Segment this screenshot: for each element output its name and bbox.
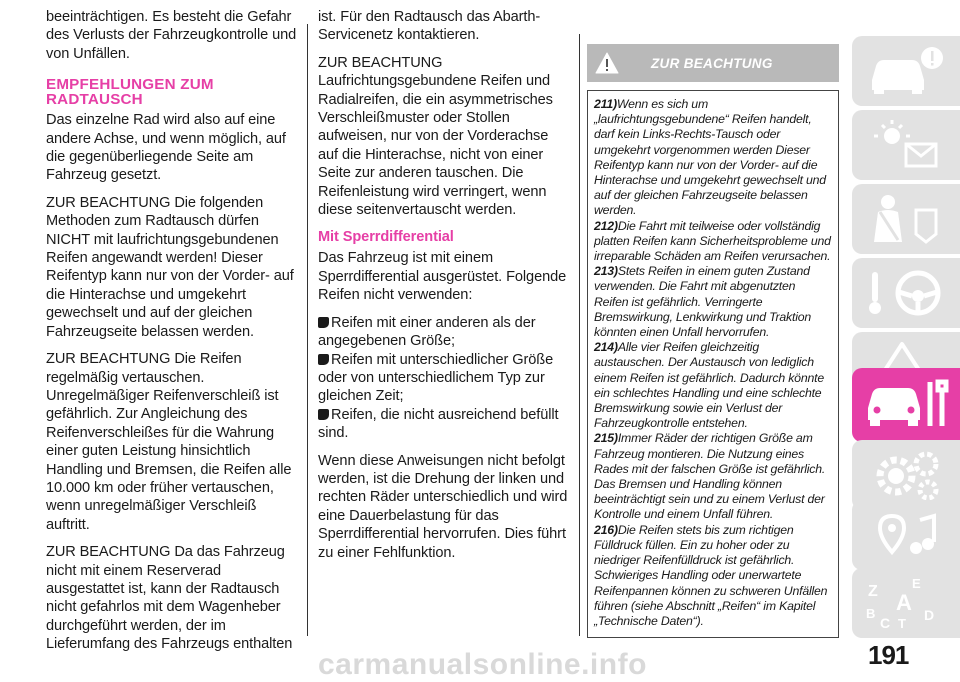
index-letter: C bbox=[880, 615, 891, 631]
warning-note: 213)Stets Reifen in einem guten Zustand verwenden. Die Fahrt mit abgenutzten Reifen ist gefährlich. Verringerte Bremswirkung, Lenkwirkung und Traktion könnten einen Unfall hervorrufen. bbox=[594, 264, 812, 340]
index-letter: E bbox=[912, 576, 921, 591]
bullet-icon bbox=[318, 317, 329, 328]
column-divider bbox=[579, 34, 580, 636]
index-letter: A bbox=[896, 590, 912, 615]
paragraph: ZUR BEACHTUNG Die folgenden Methoden zum Radtausch dürfen NICHT mit laufrichtungsgebundenen Reifen angewandt werden! Dieser Reifentyp kann nur von der Vorder- auf die Hinterachse und umgekehrt gewechselt und auf der gleichen Fahrzeugseite belassen werden. bbox=[46, 194, 294, 340]
index-letter: B bbox=[866, 606, 876, 621]
paragraph: ZUR BEACHTUNG Laufrichtungsgebundene Reifen und Radialreifen, die ein asymmetrisches Verschleißmuster oder Stollen aufweisen, nur von der Vorderachse auf die Hinterachse, nicht von einer Seite zur anderen tauschen. Die Reifenleistung wird verringert, wenn diese seitenvertauscht werden. bbox=[318, 54, 553, 219]
tab-car-info[interactable] bbox=[852, 36, 960, 106]
index-letter: D bbox=[924, 607, 935, 623]
index-letter: T bbox=[898, 616, 906, 631]
warning-light-icon bbox=[862, 116, 952, 174]
list-item: Reifen mit unterschiedlicher Größe oder von unterschiedlichem Typ zur gleichen Zeit; bbox=[318, 351, 554, 405]
warning-notes bbox=[594, 97, 832, 629]
column-divider bbox=[307, 24, 308, 636]
text-column-2 bbox=[318, 8, 570, 571]
list-item: Reifen, die nicht ausreichend befüllt sind. bbox=[318, 406, 559, 442]
warning-title: ZUR BEACHTUNG bbox=[651, 56, 773, 71]
list-item: Reifen mit einer anderen als der angegebenen Größe; bbox=[318, 314, 536, 350]
text-column-1 bbox=[46, 8, 298, 663]
subsection-heading: Mit Sperrdifferential bbox=[318, 229, 454, 246]
warning-triangle-icon bbox=[595, 52, 619, 74]
paragraph: Wenn diese Anweisungen nicht befolgt werden, ist die Drehung der linken und rechten Räder unterschiedlich und wird eine Dauerbelastung für das Sperrdifferential hervorrufen. Dies führt zu einer Fehlfunktion. bbox=[318, 452, 568, 561]
index-letter: Z bbox=[868, 583, 878, 600]
car-wrench-icon bbox=[862, 374, 952, 432]
warning-header bbox=[587, 44, 839, 82]
watermark: carmanualsonline.info bbox=[318, 648, 647, 681]
tab-index[interactable] bbox=[852, 568, 960, 638]
paragraph: Das Fahrzeug ist mit einem Sperrdifferential ausgerüstet. Folgende Reifen nicht verwenden: bbox=[318, 250, 567, 304]
section-heading: EMPFEHLUNGEN ZUM RADTAUSCH bbox=[46, 76, 214, 109]
paragraph: beeinträchtigen. Es besteht die Gefahr des Verlusts der Fahrzeugkontrolle und von Unfällen. bbox=[46, 9, 297, 62]
tab-multimedia[interactable] bbox=[852, 500, 960, 570]
warning-body bbox=[587, 90, 839, 638]
seatbelt-icon bbox=[862, 190, 952, 248]
warning-note: 215)Immer Räder der richtigen Größe am Fahrzeug montieren. Die Nutzung eines Rades mit der falschen Größe ist gefährlich. Das Bremsen und Handling können beeinträchtigt sein und zu einem Verlust der Kontrolle und einem Unfall führen. bbox=[594, 431, 826, 522]
warning-note: 214)Alle vier Reifen gleichzeitig austauschen. Der Austausch von lediglich einem Reifen ist gefährlich. Dadurch könnte ein schlechtes Handling und eine schlechte Bremswirkung sowie ein Verlust der Fahrzeugkontrolle entstehen. bbox=[594, 340, 824, 431]
warning-box bbox=[587, 44, 839, 638]
bullet-icon bbox=[318, 409, 329, 420]
tab-starting-driving[interactable] bbox=[852, 258, 960, 328]
paragraph: ist. Für den Radtausch das Abarth-Servicenetz kontaktieren. bbox=[318, 9, 541, 44]
paragraph: ZUR BEACHTUNG Da das Fahrzeug nicht mit einem Reserverad ausgestattet ist, kann der Radtausch nicht gefahrlos mit dem Wagenheber durchgeführt werden, der im Lieferumfang des Fahrzeugs enthalten bbox=[46, 544, 293, 653]
warning-note: 212)Die Fahrt mit teilweise oder vollständig platten Reifen kann Sicherheitsprobleme und irreparable Schäden am Reifen verursachen. bbox=[594, 218, 831, 264]
paragraph: ZUR BEACHTUNG Die Reifen regelmäßig vertauschen. Unregelmäßiger Reifenverschleiß ist gefährlich. Zur Angleichung des Reifenverschleißes für die Wahrung einer guten Leistung hinsichtlich Handling und Bremsen, die Reifen alle 10.000 km oder früher vertauschen, wenn unregelmäßiger Verschleiß auftritt. bbox=[46, 351, 292, 533]
page-number: 191 bbox=[868, 640, 909, 670]
bullet-list bbox=[318, 314, 570, 443]
tab-dashboard-lights[interactable] bbox=[852, 110, 960, 180]
paragraph: Das einzelne Rad wird also auf eine andere Achse, und wenn möglich, auf die gegenüberliegende Seite am Fahrzeug gesetzt. bbox=[46, 112, 286, 184]
car-info-icon bbox=[862, 42, 952, 100]
alphabet-index-icon bbox=[862, 574, 952, 632]
bullet-icon bbox=[318, 354, 329, 365]
tab-safety[interactable] bbox=[852, 184, 960, 254]
steering-wheel-icon bbox=[862, 264, 952, 322]
gears-icon bbox=[862, 446, 952, 504]
multimedia-icon bbox=[862, 506, 952, 564]
warning-note: 211)Wenn es sich um „laufrichtungsgebundene“ Reifen handelt, darf kein Links-Rechts-Tausch oder umgekehrt vorgenommen werden Dieser Reifentyp kann nur von der Vorder- auf die Hinterachse und umgekehrt gewechselt und auf der gleichen Fahrzeugseite belassen werden. bbox=[594, 97, 826, 218]
tab-maintenance[interactable] bbox=[852, 368, 960, 442]
warning-note: 216)Die Reifen stets bis zum richtigen Fülldruck füllen. Ein zu hoher oder zu niedriger Reifenfülldruck ist gefährlich. Schwieriges Handling oder unerwartete Reifenpannen können zu schweren Unfällen führen (siehe Abschnitt „Reifen“ im Kapitel „Technische Daten“). bbox=[594, 522, 828, 628]
